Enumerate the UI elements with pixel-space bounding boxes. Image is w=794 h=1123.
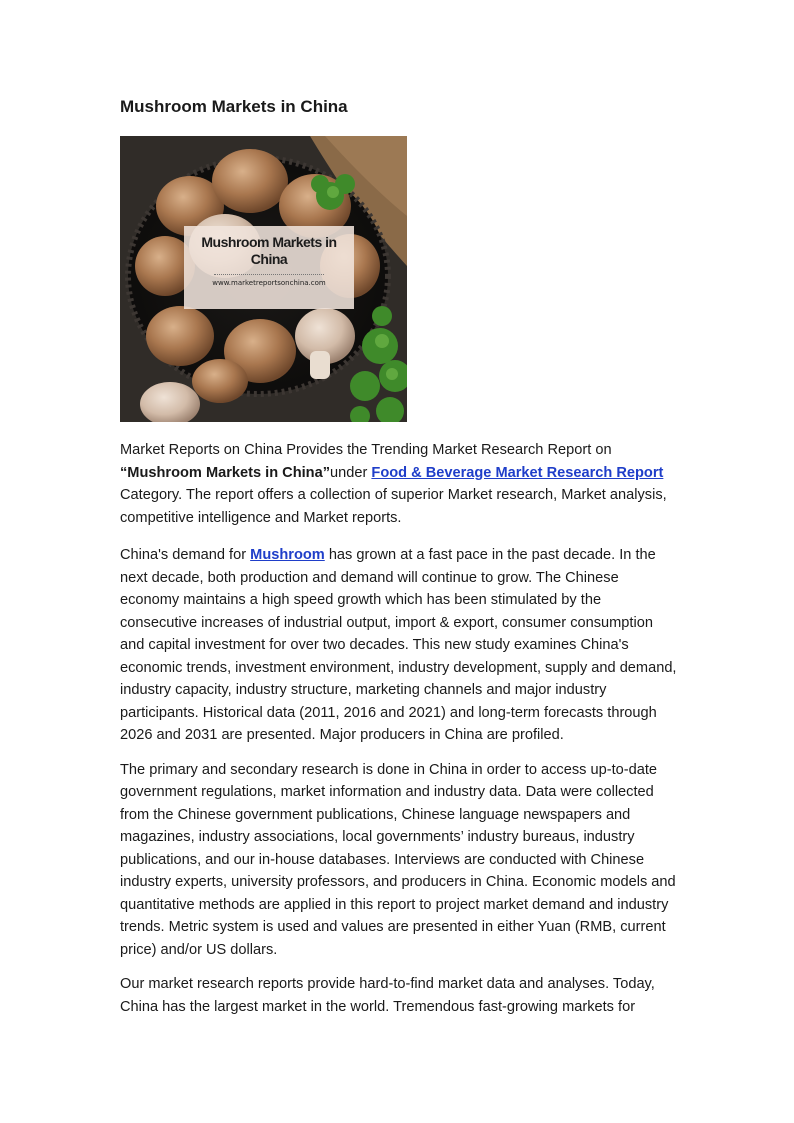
research-paragraph: The primary and secondary research is done in China in order to access up-to-date government regulations, market information and industry data. Data were collected from the Chinese government publications, Chinese language newspapers and magazines, industry associations, local governments’ industry bureaus, industry publications, and our in-house databases. Interviews are conducted with Chinese industry experts, university professors, and producers in China. Economic models and quantitative methods are applied in this report to project market demand and industry trends. Metric system is used and values are presented in either Yuan (RMB, current price) and/or US dollars. [120, 761, 676, 958]
article-body [120, 439, 680, 1030]
demand-paragraph [120, 544, 680, 747]
demand-lead: China's demand for [120, 547, 247, 563]
intro-paragraph [120, 439, 680, 529]
intro-lead: Market Reports on China Provides the Trending Market Research Report on [120, 442, 612, 458]
category-link[interactable]: Food & Beverage Market Research Report [371, 464, 664, 481]
intro-under: under [330, 464, 368, 481]
cover-url: www.marketreportsonchina.com [212, 279, 326, 287]
cover-divider [214, 274, 324, 275]
report-name: “Mushroom Markets in China” [120, 464, 331, 481]
mushroom-link[interactable]: Mushroom [250, 547, 325, 563]
page-title: Mushroom Markets in China [120, 97, 348, 116]
cover-title: Mushroom Markets in China [201, 234, 337, 267]
closing-paragraph: Our market research reports provide hard-to-find market data and analyses. Today, China has the largest market in the world. Tremendous fast-growing markets for [120, 976, 655, 1015]
intro-tail: Category. The report offers a collection of superior Market research, Market analysis, competitive intelligence and Market reports. [120, 487, 667, 526]
demand-tail: has grown at a fast pace in the past decade. In the next decade, both production and demand will continue to grow. The Chinese economy maintains a high speed growth which has been stimulated by the consecutive increases of industrial output, import & export, consumer consumption and capital investment for over two decades. This new study examines China's economic trends, investment environment, industry development, supply and demand, industry capacity, industry structure, marketing channels and major industry participants. Historical data (2011, 2016 and 2021) and long-term forecasts through 2026 and 2031 are presented. Major producers in China are profiled. [120, 547, 677, 743]
cover-title-card [184, 226, 354, 309]
cover-image [120, 136, 407, 422]
